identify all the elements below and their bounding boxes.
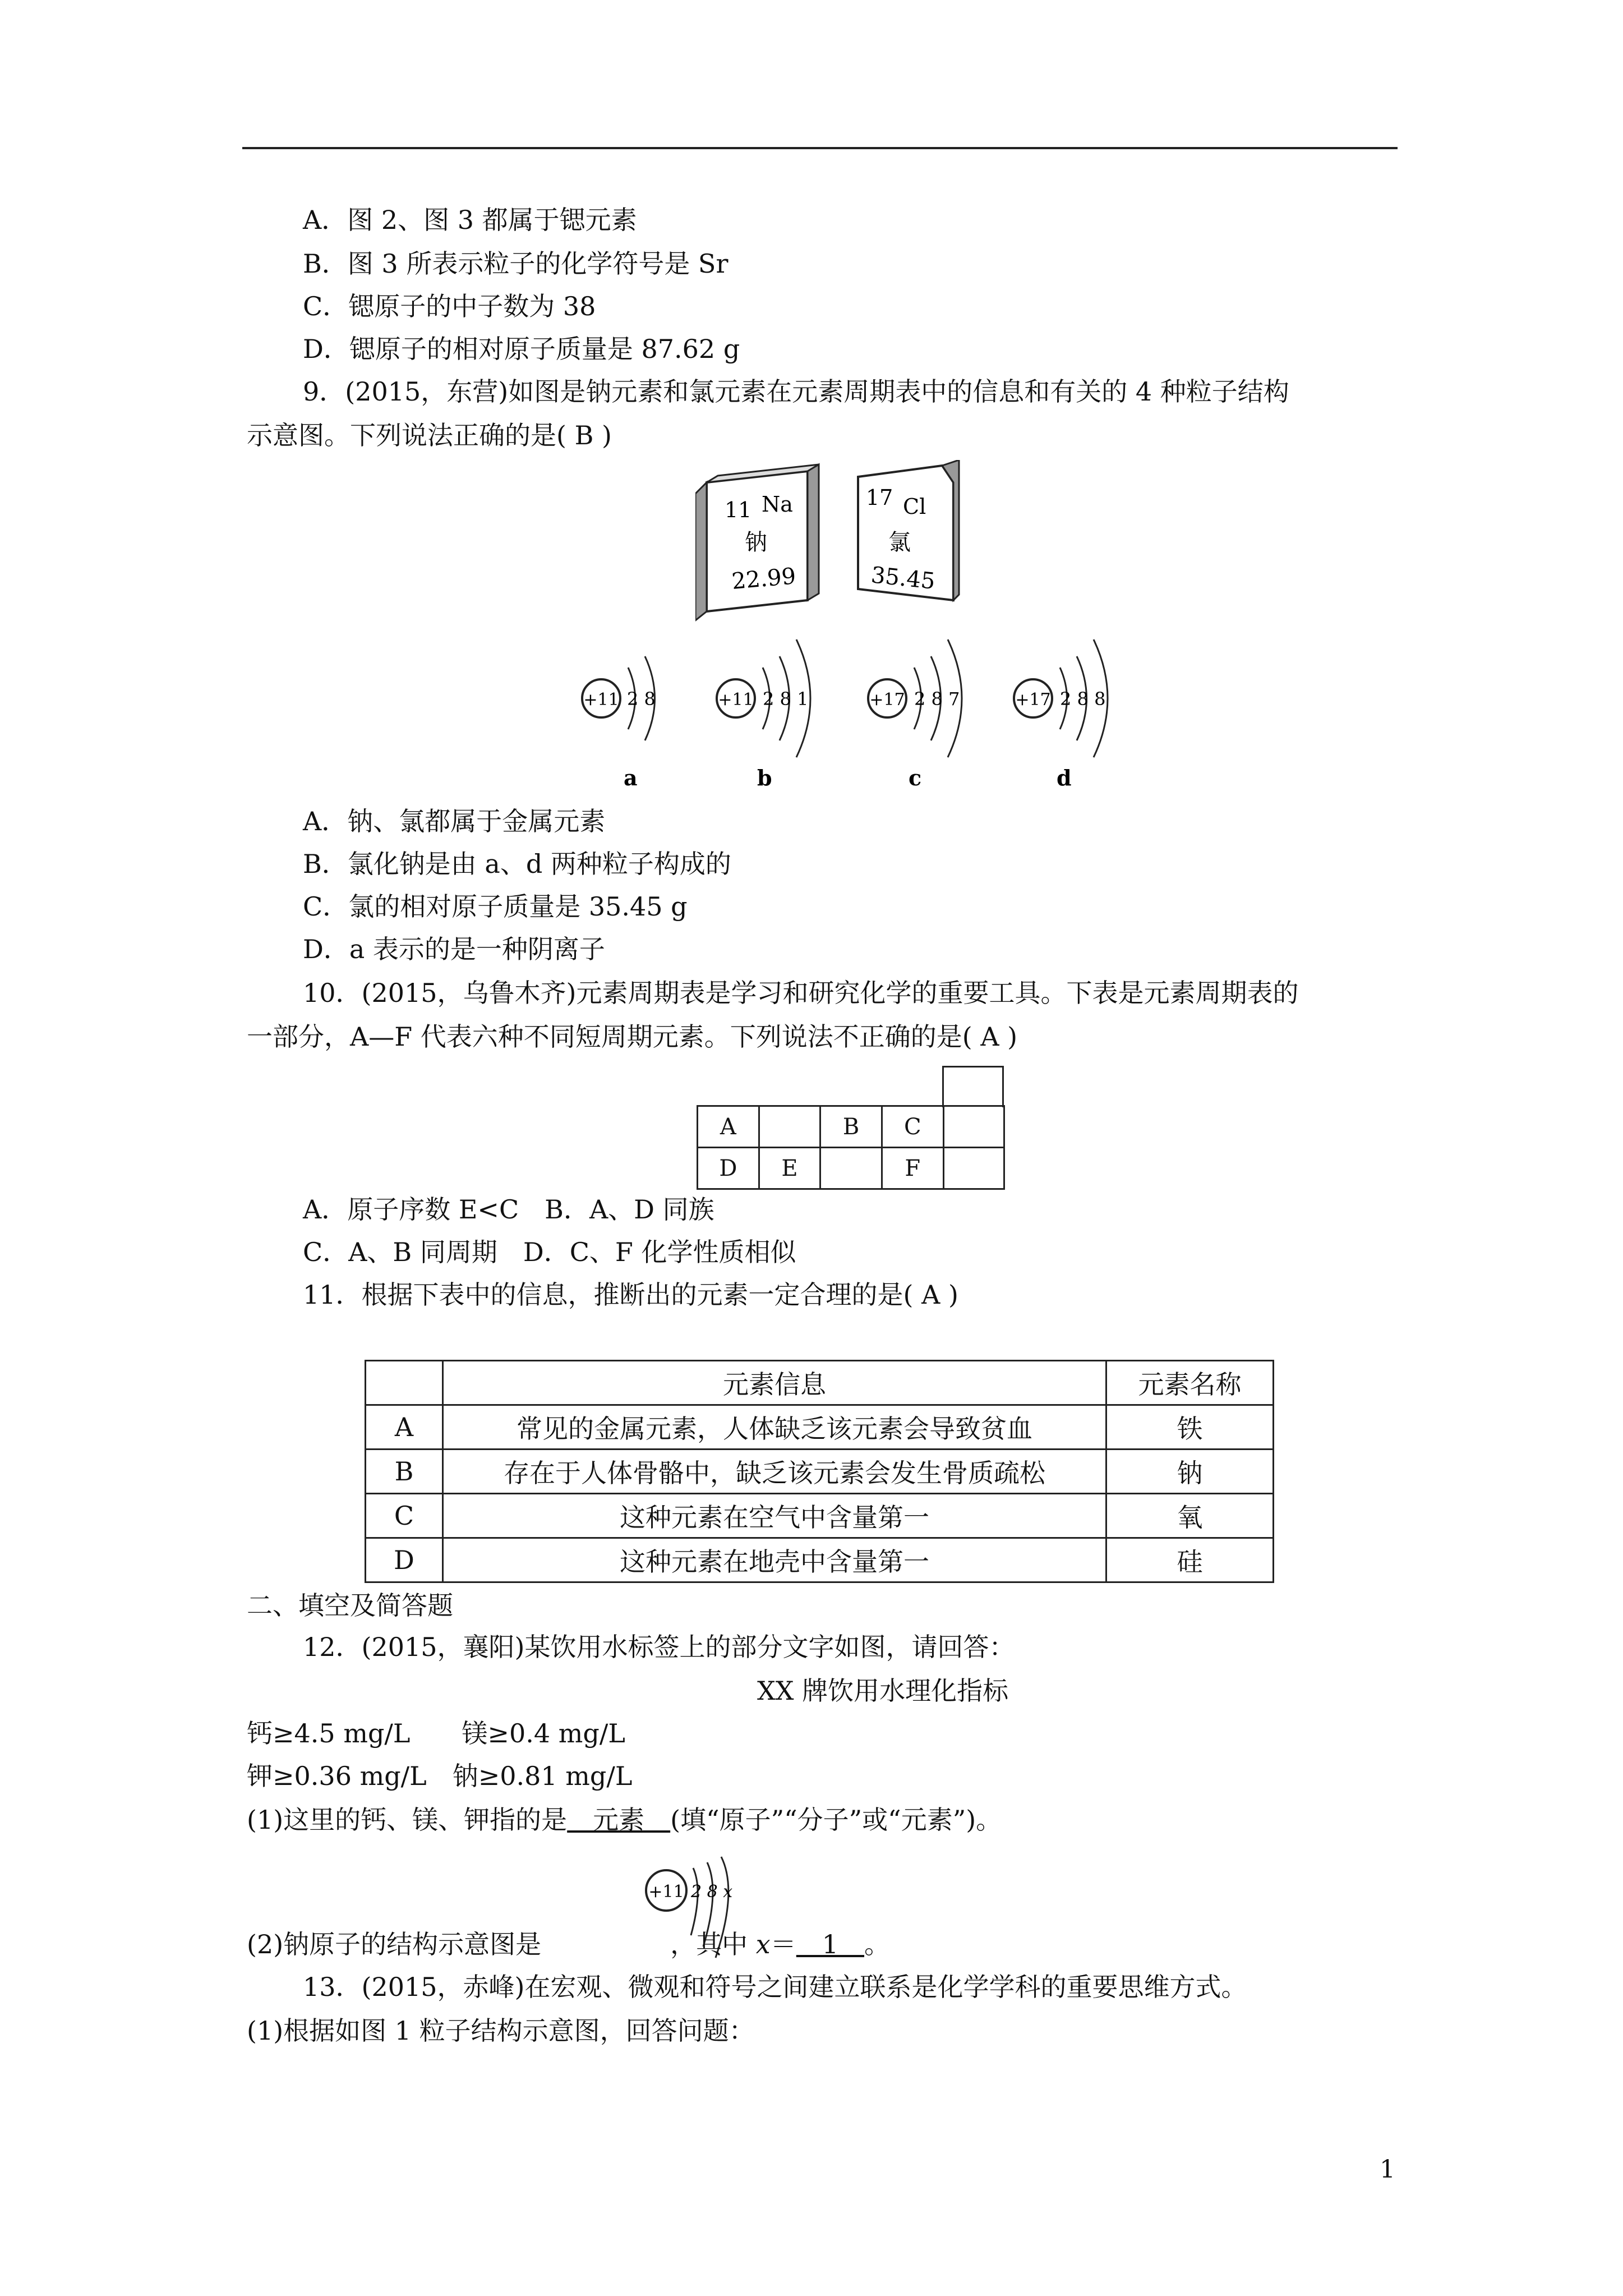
cl-element-card: [858, 460, 959, 600]
table-header: 元素信息: [443, 1361, 1106, 1405]
periodic-table-fragment: [697, 1105, 1005, 1190]
particle-c: [868, 639, 962, 790]
q8-option-d: D．锶原子的相对原子质量是 87.62 g: [303, 334, 740, 364]
q12-part2-answer: 1: [796, 1929, 865, 1959]
pt-cell: [759, 1106, 820, 1148]
q12-label-line2: 钾≥0.36 mg/L 钠≥0.81 mg/L: [247, 1761, 633, 1791]
q12-part1: [247, 1803, 1002, 1837]
section-heading: 二、填空及简答题: [247, 1590, 453, 1621]
table-cell: 这种元素在地壳中含量第一: [443, 1538, 1106, 1582]
q9-stem: 9．(2015，东营)如图是钠元素和氯元素在元素周期表中的信息和有关的 4 种粒子结构: [303, 376, 1289, 407]
table-header-row: [366, 1361, 1274, 1405]
pt-cell: D: [698, 1148, 759, 1189]
q8-option-c: C．锶原子的中子数为 38: [303, 291, 596, 321]
header-rule: [242, 147, 1398, 149]
table-cell: B: [366, 1450, 443, 1494]
pt-cell: E: [759, 1148, 820, 1189]
particle-a-shells: 2 8: [627, 688, 656, 710]
element-cards-figure: [695, 460, 1009, 628]
periodic-table-top-cell: [942, 1066, 1004, 1107]
particle-b-label: b: [757, 765, 772, 790]
na-symbol: Na: [762, 492, 793, 517]
table-cell: 硅: [1106, 1538, 1274, 1582]
q10-options-row2: C．A、B 同周期 D．C、F 化学性质相似: [303, 1237, 796, 1267]
sodium-shells: 2 8 x: [691, 1882, 733, 1902]
particle-diagrams-figure: [572, 628, 1133, 797]
q11-stem: 11．根据下表中的信息，推断出的元素一定合理的是( A ): [303, 1280, 958, 1310]
pt-cell: B: [820, 1106, 882, 1148]
particle-d-nucleus: +17: [1015, 690, 1051, 710]
q10-options-row1: A．原子序数 E<C B．A、D 同族: [303, 1194, 714, 1225]
table-cell: 铁: [1106, 1405, 1274, 1450]
particle-b-nucleus: +11: [718, 690, 754, 710]
table-cell: 常见的金属元素，人体缺乏该元素会导致贫血: [443, 1405, 1106, 1450]
table-row: [366, 1494, 1274, 1538]
table-cell: 氧: [1106, 1494, 1274, 1538]
q12-part2-mid: ，其中: [670, 1929, 756, 1959]
q9-stem-cont: 示意图。下列说法正确的是( B ): [247, 420, 612, 450]
cl-name: 氯: [888, 530, 911, 555]
q8-option-b: B．图 3 所表示粒子的化学符号是 Sr: [303, 249, 728, 279]
table-row: [366, 1405, 1274, 1450]
cl-number: 17: [866, 485, 893, 510]
q12-part2-suffix: 。: [864, 1929, 891, 1959]
q12-part2-prefix: (2)钠原子的结构示意图是: [247, 1929, 542, 1959]
table-header: [366, 1361, 443, 1405]
q12-stem: 12．(2015，襄阳)某饮用水标签上的部分文字如图，请回答：: [303, 1632, 1015, 1662]
q13-stem: 13．(2015，赤峰)在宏观、微观和符号之间建立联系是化学学科的重要思维方式。: [303, 1972, 1247, 2002]
particle-a: [582, 656, 656, 790]
q9-option-d: D．a 表示的是一种阴离子: [303, 934, 605, 964]
q12-part2: [247, 1927, 890, 1961]
table-header: 元素名称: [1106, 1361, 1274, 1405]
table-cell: A: [366, 1405, 443, 1450]
cl-mass: 35.45: [869, 562, 937, 595]
table-cell: 存在于人体骨骼中，缺乏该元素会发生骨质疏松: [443, 1450, 1106, 1494]
particle-b: [717, 639, 810, 790]
element-info-table: [365, 1360, 1274, 1583]
q13-part1: (1)根据如图 1 粒子结构示意图，回答问题：: [247, 2016, 755, 2046]
na-name: 钠: [745, 530, 767, 555]
table-cell: D: [366, 1538, 443, 1582]
q9-option-a: A．钠、氯都属于金属元素: [303, 806, 606, 836]
q10-stem-cont: 一部分，A—F 代表六种不同短周期元素。下列说法不正确的是( A ): [247, 1022, 1018, 1052]
table-row: [366, 1538, 1274, 1582]
pt-cell: C: [882, 1106, 943, 1148]
particle-c-label: c: [909, 765, 922, 790]
sodium-nucleus: +11: [648, 1882, 684, 1902]
pt-cell: A: [698, 1106, 759, 1148]
particle-a-label: a: [624, 765, 638, 790]
pt-cell: [943, 1106, 1004, 1148]
q12-label-line1: 钙≥4.5 mg/L 镁≥0.4 mg/L: [247, 1718, 625, 1749]
q12-part2-equals: ＝: [770, 1929, 796, 1959]
particle-c-shells: 2 8 7: [914, 688, 960, 710]
q12-label-title: XX 牌饮用水理化指标: [757, 1676, 1009, 1706]
q12-part2-variable: x: [755, 1929, 771, 1959]
na-number: 11: [725, 498, 752, 522]
particle-b-shells: 2 8 1: [763, 688, 809, 710]
particle-d: [1014, 639, 1108, 790]
na-mass: 22.99: [730, 563, 797, 595]
particle-c-nucleus: +17: [869, 690, 905, 710]
q12-part1-prefix: (1)这里的钙、镁、钾指的是: [247, 1805, 568, 1835]
table-cell: 钠: [1106, 1450, 1274, 1494]
na-element-card: [695, 464, 819, 620]
table-row: [366, 1450, 1274, 1494]
pt-cell: [943, 1148, 1004, 1189]
page-number: 1: [1380, 2155, 1395, 2184]
q8-option-a: A．图 2、图 3 都属于锶元素: [303, 205, 637, 235]
pt-cell: F: [882, 1148, 943, 1189]
pt-cell: [820, 1148, 882, 1189]
particle-d-label: d: [1057, 765, 1072, 790]
table-cell: 这种元素在空气中含量第一: [443, 1494, 1106, 1538]
q12-part1-answer: 元素: [567, 1805, 671, 1835]
q9-option-b: B．氯化钠是由 a、d 两种粒子构成的: [303, 849, 731, 879]
particle-a-nucleus: +11: [583, 690, 619, 710]
table-cell: C: [366, 1494, 443, 1538]
q12-part1-suffix: (填“原子”“分子”或“元素”)。: [670, 1805, 1002, 1835]
cl-symbol: Cl: [903, 494, 926, 519]
q9-option-c: C．氯的相对原子质量是 35.45 g: [303, 891, 688, 922]
q10-stem: 10．(2015，乌鲁木齐)元素周期表是学习和研究化学的重要工具。下表是元素周期表的: [303, 978, 1299, 1008]
particle-d-shells: 2 8 8: [1060, 688, 1106, 710]
